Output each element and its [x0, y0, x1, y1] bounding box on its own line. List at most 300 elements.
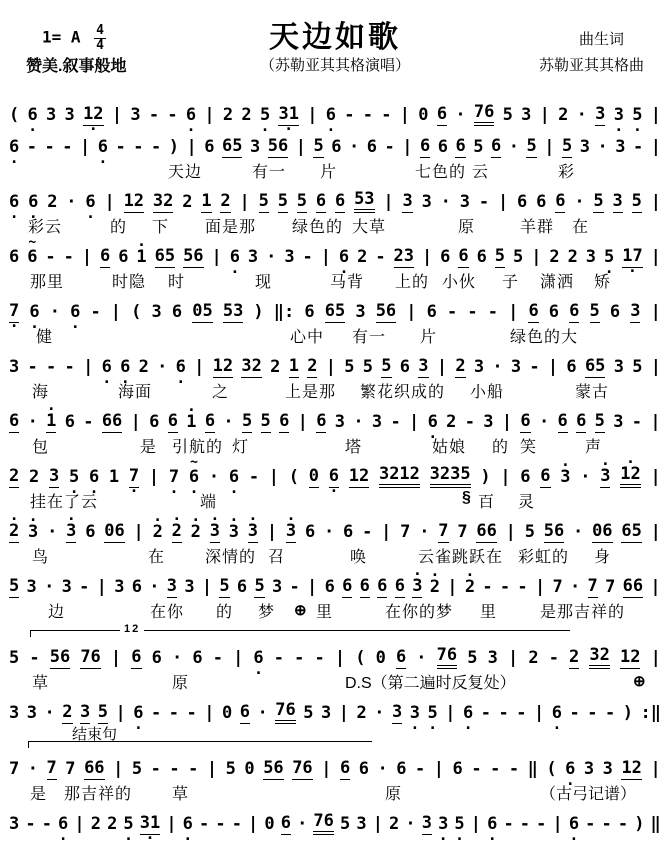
note-token: · 12 — [620, 466, 640, 488]
barline: | — [110, 302, 122, 322]
note-token: 0 — [308, 466, 320, 486]
lyric-syllable: 那吉祥的 — [64, 786, 133, 803]
barline: ‖ — [650, 814, 661, 834]
note-token: 5 — [473, 137, 484, 157]
note-token: 5 · — [260, 107, 270, 126]
barline: | — [111, 105, 123, 125]
performer-subtitle: （苏勒亚其其格演唱） — [259, 57, 410, 74]
note-token: 5 · — [427, 705, 437, 724]
lyric-syllable: 下 — [152, 219, 170, 236]
note-token: 3 — [402, 191, 413, 211]
barline: | — [334, 648, 346, 668]
note-token: · — [171, 648, 183, 668]
note-token: - — [115, 137, 126, 157]
note-token: 7 — [46, 758, 57, 778]
note-token: 2 — [270, 357, 281, 377]
note-token: 3 — [249, 137, 261, 157]
note-token: - — [199, 814, 210, 834]
barline: | — [500, 467, 511, 487]
lyric-syllable: 繁花织成的 — [360, 384, 446, 401]
note-token: - — [29, 648, 40, 668]
note-token: 1 — [201, 191, 212, 211]
lyric-syllable: 灯 — [232, 439, 250, 456]
note-token: 76 — [275, 702, 295, 724]
note-token: 5 — [258, 191, 269, 211]
barline: | — [547, 357, 559, 377]
note-token: 5 — [344, 357, 355, 377]
note-token: · 3 — [560, 469, 570, 488]
lyric-syllable: 潇洒 — [540, 274, 575, 291]
note-token: 2 — [569, 647, 580, 667]
note-token: 56 — [375, 301, 397, 321]
note-token: - — [314, 648, 325, 668]
note-token: - — [64, 357, 75, 377]
barline: | — [650, 247, 661, 267]
note-token: 3 — [355, 302, 366, 322]
note-token: · — [405, 814, 416, 834]
note-token: 6 — [304, 302, 315, 322]
note-token: 56 — [183, 246, 204, 266]
note-token: 6 — [609, 302, 621, 322]
barline: | — [266, 522, 278, 542]
lyric-syllable: 现 — [255, 274, 273, 291]
lyric-syllable: 的 — [110, 219, 128, 236]
note-token: 6 — [548, 302, 560, 322]
note-token: · — [157, 357, 168, 377]
note-token: 6 — [520, 411, 531, 431]
note-token: 5 — [9, 576, 20, 596]
note-token: 6 — [520, 467, 531, 487]
note-token: 6 · — [133, 705, 143, 724]
barline: | — [96, 577, 107, 597]
note-token: 6 — [279, 411, 290, 431]
note-token: 3 — [9, 703, 20, 723]
note-token: 3 — [64, 105, 75, 125]
note-token: 5 — [589, 301, 600, 321]
note-token: - — [46, 357, 57, 377]
note-token: 3 — [9, 357, 20, 377]
note-token: - — [482, 577, 493, 597]
barline: | — [533, 703, 545, 723]
note-token: - — [41, 814, 52, 834]
note-token: - — [508, 759, 520, 779]
note-token: 7 · — [169, 469, 179, 488]
note-token: 6 · — [463, 705, 473, 724]
note-token: - — [536, 814, 547, 834]
note-token: 3 — [473, 357, 485, 377]
note-token: 6 — [576, 411, 587, 431]
barline: | — [650, 357, 661, 377]
note-token: 76 — [80, 647, 101, 667]
lyric-syllable: 之 — [212, 384, 230, 401]
note-token: 5 — [9, 648, 20, 668]
note-token: · — [377, 759, 388, 779]
lyric-syllable: 声 — [585, 439, 603, 456]
note-token: 23 — [393, 246, 415, 266]
lyric-syllable: 马背 — [330, 274, 365, 291]
lyrics-line — [0, 268, 670, 291]
notation-line — [0, 291, 670, 323]
barline: | — [650, 759, 661, 779]
note-token: ) — [168, 137, 179, 157]
note-token: 6 — [315, 191, 327, 211]
barline: | — [307, 577, 318, 597]
barline: | — [650, 192, 661, 212]
note-token: 6 — [331, 137, 342, 157]
lyric-syllable: 上的 — [395, 274, 430, 291]
lyric-syllable: 引航的 — [172, 439, 224, 456]
note-token: - — [375, 247, 386, 267]
lyric-syllable: 天边 — [168, 164, 203, 181]
barline: | — [166, 814, 177, 834]
lyric-syllable: 面是那 — [205, 219, 257, 236]
note-token: 7 — [552, 577, 563, 597]
note-token: 6 — [399, 357, 411, 377]
lyric-syllable: 小伙 — [442, 274, 477, 291]
note-token: 12 — [621, 758, 642, 778]
note-token: 3 — [602, 759, 613, 779]
barline: | — [307, 105, 318, 125]
segno-icon: § — [462, 489, 472, 506]
note-token: 5 — [526, 136, 537, 156]
lyric-syllable: 那里 — [30, 274, 65, 291]
barline: | — [552, 814, 563, 834]
note-token: 2 — [9, 466, 20, 486]
note-token: 12 — [212, 356, 234, 376]
ending-label: 结束句 — [72, 726, 118, 743]
lyrics-line — [0, 669, 670, 692]
note-token: 6 · — [229, 469, 239, 488]
note-token: 5 — [131, 759, 143, 779]
lyric-syllable: 百 — [478, 494, 496, 511]
note-token: 6 — [100, 246, 111, 266]
note-token: - — [273, 648, 285, 668]
notation-line — [0, 401, 670, 433]
note-token: 2 — [307, 356, 318, 376]
note-token: 3 — [271, 577, 283, 597]
note-token: - — [631, 412, 643, 432]
barline: | — [539, 105, 550, 125]
note-token: 2 — [357, 247, 368, 267]
barline: | — [80, 137, 91, 157]
note-token: - — [212, 648, 223, 668]
note-token: · — [419, 522, 430, 542]
lyrics-line — [0, 213, 670, 236]
barline: | — [338, 703, 349, 723]
note-token: 6 · — [326, 107, 336, 126]
note-token: 6 — [366, 137, 377, 157]
barline: | — [650, 648, 661, 668]
lyric-syllable: 笑 — [520, 439, 538, 456]
note-token: 12 — [123, 191, 145, 211]
barline: | — [104, 192, 115, 212]
lyric-syllable: 蒙古 — [575, 384, 610, 401]
note-token: 76 — [292, 758, 313, 778]
note-token: 32 — [152, 191, 174, 211]
note-token: 5 — [225, 759, 236, 779]
note-token: · — [223, 412, 234, 432]
note-token: · 3 — [28, 524, 38, 543]
note-token: · 2 — [430, 579, 440, 598]
notation-line — [0, 236, 670, 268]
note-token: - — [79, 577, 90, 597]
note-token: 3 — [421, 192, 432, 212]
note-token: - — [415, 759, 426, 779]
note-token: 3 — [284, 247, 295, 267]
note-token: 3 — [483, 412, 494, 432]
note-token: - — [487, 302, 498, 322]
barline: | — [204, 703, 215, 723]
note-token: 6 — [490, 136, 502, 156]
tempo-style-text: 赞美.叙事般地 — [26, 58, 127, 75]
lyrics-line — [0, 780, 670, 803]
note-token: 2 — [567, 247, 578, 267]
lyric-syllable: 包 — [32, 439, 50, 456]
note-token: 05 — [192, 301, 213, 321]
note-token: - — [188, 759, 199, 779]
note-token: 76 — [474, 104, 494, 126]
note-token: - — [569, 703, 580, 723]
note-token: 7 · — [9, 303, 19, 323]
lyric-syllable: 七色的 — [415, 164, 467, 181]
note-token: 65 — [222, 136, 243, 156]
note-token: - — [632, 137, 644, 157]
note-token: ( — [546, 759, 557, 779]
ending-bracket — [0, 724, 670, 748]
note-token: 5 — [340, 814, 351, 834]
lyric-syllable: 里 — [316, 604, 334, 621]
note-token: 6 · — [89, 469, 99, 488]
note-token: 3 — [184, 577, 195, 597]
note-token: - — [169, 759, 180, 779]
note-token: 0 — [264, 814, 275, 834]
note-token: 6 — [239, 702, 250, 722]
note-token: 6 · — [102, 359, 112, 378]
coda-icon: ⊕ — [633, 673, 647, 690]
note-token: - — [167, 105, 178, 125]
lyric-syllable: 彩云 — [28, 219, 63, 236]
barline: | — [650, 302, 661, 322]
barline: | — [115, 703, 126, 723]
note-token: 6 — [528, 301, 539, 321]
lyric-syllable: 在 — [572, 219, 590, 236]
note-token: 6 · — [9, 194, 19, 213]
volta-bracket-line — [30, 630, 570, 631]
time-signature-numerator: 4 — [96, 23, 104, 38]
notation-line — [0, 748, 670, 780]
note-token: 3 — [579, 137, 590, 157]
note-token: 6 — [440, 247, 451, 267]
note-token: · — [27, 759, 39, 779]
note-token: 3 — [80, 702, 91, 722]
lyric-syllable: 边 — [48, 604, 66, 621]
note-token: · 2 — [153, 524, 163, 543]
barline: | — [650, 105, 661, 125]
note-token: 6 · — [339, 249, 349, 268]
note-token: 3235 — [430, 466, 471, 488]
volta-bracket — [0, 621, 670, 637]
note-token: - — [517, 577, 528, 597]
barline: | — [239, 192, 250, 212]
note-token: 6 · — [29, 304, 39, 323]
lyric-syllable: 彩 — [558, 164, 576, 181]
barline: | — [409, 412, 420, 432]
note-token: · — [44, 703, 55, 723]
note-token: 5 — [524, 522, 535, 542]
note-token: · — [323, 522, 335, 542]
note-token: 66 — [84, 758, 105, 778]
note-token: 0 — [375, 648, 386, 668]
composer-credit: 苏勒亚其其格曲 — [538, 57, 644, 74]
note-token: 66 — [101, 411, 123, 431]
note-token: · — [149, 577, 160, 597]
note-token: 65 — [324, 301, 346, 321]
note-token: - — [63, 247, 74, 267]
note-token: · 1 — [46, 413, 56, 433]
note-token: ( — [131, 302, 142, 322]
note-token: - — [362, 522, 373, 542]
note-token: · — [574, 192, 585, 212]
note-token: 2 — [90, 814, 101, 834]
note-token: 2 — [138, 357, 149, 377]
lyric-syllable: 云雀跳跃在 — [418, 549, 504, 566]
lyric-syllable: D.S（第二遍时反复处） — [345, 675, 516, 692]
lyric-syllable: 塔 — [345, 439, 363, 456]
note-token: 2 — [222, 105, 234, 125]
note-token: 6 — [131, 577, 142, 597]
note-token: 3 — [9, 814, 20, 834]
note-token: ) — [634, 814, 645, 834]
note-token: 32 — [241, 356, 262, 376]
note-token: 6 — [85, 522, 96, 542]
note-token: ) — [622, 703, 633, 723]
note-token: 7 — [9, 759, 20, 779]
note-token: 6 · — [70, 304, 80, 323]
note-token: 5 — [313, 136, 324, 156]
note-token: 2 — [241, 105, 252, 125]
note-token: - — [490, 759, 501, 779]
note-token: 2 — [455, 356, 466, 376]
note-token: 3 — [612, 191, 623, 211]
note-token: 7 · — [129, 468, 139, 488]
note-token: 6 — [452, 759, 463, 779]
barline: | — [399, 105, 411, 125]
note-token: 5 — [241, 411, 253, 431]
lyric-syllable: 绿色的大 — [510, 329, 579, 346]
note-token: - — [587, 703, 598, 723]
note-token: 5 — [254, 576, 265, 596]
lyric-syllable: 海 — [32, 384, 50, 401]
lyric-syllable: 大草 — [352, 219, 387, 236]
note-token: 6 — [304, 522, 316, 542]
note-token: 3 — [61, 577, 72, 597]
note-token: 6 — [280, 813, 291, 833]
note-token: 6 — [171, 302, 183, 322]
note-token: · 3 — [66, 523, 76, 543]
note-token: - — [148, 105, 160, 125]
barline: | — [650, 522, 661, 542]
note-token: - — [464, 412, 475, 432]
note-token: - — [25, 814, 36, 834]
note-token: 6 · — [28, 194, 38, 213]
barline: | — [148, 467, 160, 487]
note-token: 12 — [348, 466, 370, 486]
barline: | — [74, 814, 85, 834]
note-token: 5 — [494, 246, 506, 266]
lyrics-line — [0, 158, 670, 181]
note-token: 2 — [182, 192, 193, 212]
note-token: 3 — [320, 703, 332, 723]
notation-line — [0, 692, 670, 724]
lyric-syllable: 里 — [480, 604, 498, 621]
note-token: 7 — [587, 576, 598, 596]
note-token: 6 — [540, 466, 551, 486]
note-token: 3 — [615, 137, 626, 157]
barline: ‖: — [273, 302, 295, 322]
note-token: 66 — [622, 576, 644, 596]
lyric-syllable: 是那吉祥的 — [540, 604, 626, 621]
note-token: - — [585, 814, 596, 834]
barline: | — [130, 412, 141, 432]
note-token: - — [384, 137, 395, 157]
note-token: - — [471, 759, 482, 779]
note-token: 6 — [9, 411, 20, 431]
note-token: - — [499, 577, 511, 597]
note-token: · — [66, 192, 77, 212]
barline: | — [194, 357, 205, 377]
lyric-syllable: 时隐 — [112, 274, 147, 291]
note-token: 6 — [334, 191, 346, 211]
notation-line — [0, 456, 670, 488]
barline: | — [372, 814, 383, 834]
note-token: 53 — [354, 191, 374, 213]
note-token: - — [604, 703, 616, 723]
lyric-syllable: 羊群 — [520, 219, 555, 236]
note-token: 56 — [267, 136, 289, 156]
note-token: · — [440, 192, 451, 212]
note-token: 7 — [65, 759, 76, 779]
note-token: 3 — [371, 412, 383, 432]
note-token: 7 — [400, 522, 411, 542]
note-token: - — [519, 814, 531, 834]
note-token: 2 — [28, 467, 40, 487]
lyric-syllable: 的 — [492, 439, 510, 456]
barline: | — [650, 137, 661, 157]
volta-bracket-tick — [30, 630, 31, 637]
note-token: 6 — [455, 136, 466, 156]
note-token: 3 — [391, 702, 403, 722]
note-token: 6 · — [253, 650, 263, 669]
note-token: - — [478, 192, 490, 212]
coda-icon: ⊕ — [294, 602, 308, 619]
note-token: · — [576, 105, 587, 125]
barline: | — [325, 357, 336, 377]
note-token: 6 — [566, 357, 577, 377]
note-token: 6 — [342, 576, 353, 596]
note-token: - — [62, 137, 73, 157]
note-token: 76 — [437, 647, 457, 669]
barline: | — [406, 302, 417, 322]
lyrics-line — [0, 543, 670, 566]
note-token: 5 — [594, 411, 605, 431]
note-token: · — [538, 412, 550, 432]
barline: | — [321, 759, 332, 779]
lyric-syllable: 身 — [594, 549, 612, 566]
note-token: 6 — [476, 247, 487, 267]
barline: | — [248, 814, 259, 834]
note-token: - — [289, 577, 300, 597]
note-token: - — [231, 814, 242, 834]
